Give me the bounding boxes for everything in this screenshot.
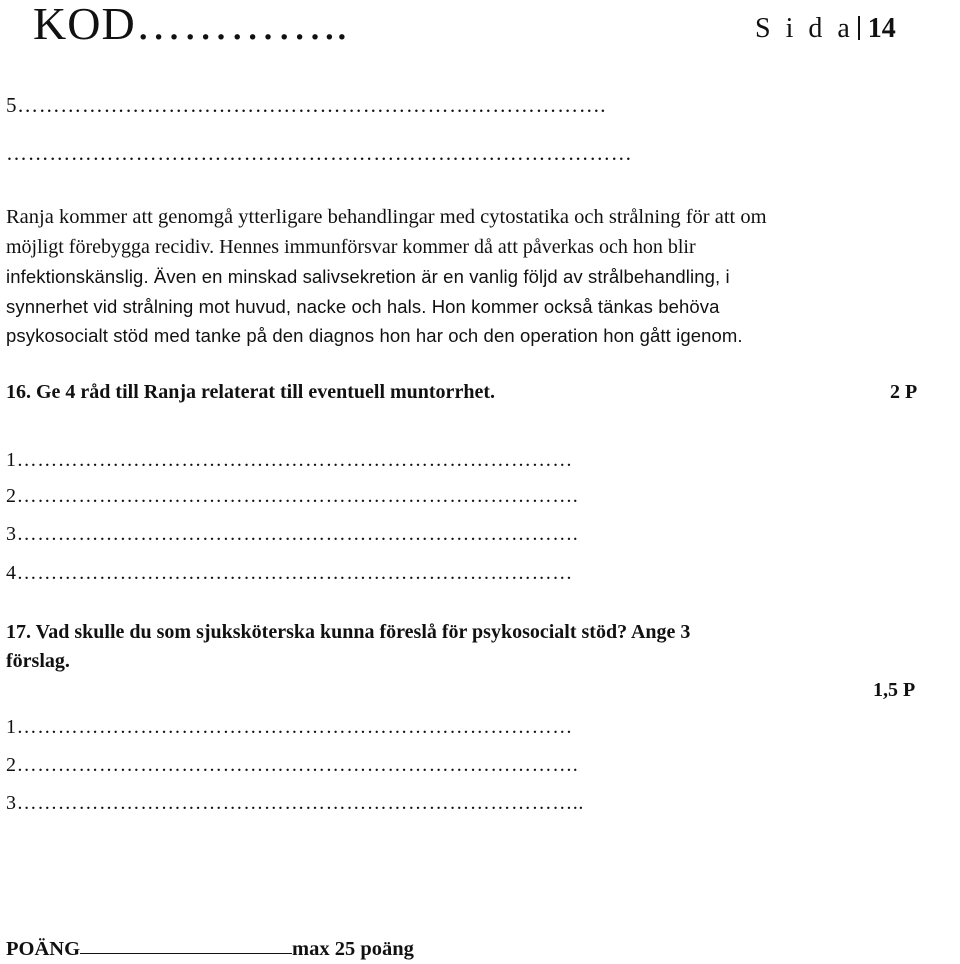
max-score-label: max 25 poäng [292,938,414,960]
q17-answer-line-2: 2………………………………………………………………………. [6,754,579,776]
q16-answer-line-2: 2………………………………………………………………………. [6,485,579,507]
q17-answer-line-1: 1……………………………………………………………………… [6,716,573,738]
case-paragraph [6,203,956,351]
question-17-points: 1,5 P [873,679,916,701]
page-label: S i d a [755,13,854,44]
q16-answer-line-1: 1……………………………………………………………………… [6,449,573,471]
q5-answer-line-1: 5………………………………………………………………………. [6,93,607,117]
score-blank[interactable] [80,937,292,954]
q5-answer-line-2: …………………………………………………………………………… [6,141,633,165]
code-label: KOD………….. [33,0,349,49]
paragraph-line-2: möjligt förebygga recidiv. Hennes immunförsvar kommer då att påverkas och hon blir [6,235,696,258]
paragraph-line-5: psykosocialt stöd med tanke på den diagnos hon har och den operation hon gått igenom. [6,325,743,346]
q17-answer-line-3: 3……………………………………………………………………….. [6,792,584,814]
question-16-text: 16. Ge 4 råd till Ranja relaterat till eventuell muntorrhet. [6,381,495,403]
paragraph-line-3: infektionskänslig. Även en minskad salivsekretion är en vanlig följd av strålbehandling, i [6,266,730,287]
question-16-points: 2 P [890,381,918,403]
question-17-text-line-1: 17. Vad skulle du som sjuksköterska kunna föreslå för psykosocialt stöd? Ange 3 [6,621,691,643]
page-indicator [755,12,896,46]
score-label: POÄNG [6,938,81,960]
page-divider [858,16,860,40]
page-number: 14 [867,13,896,44]
paragraph-line-4: synnerhet vid strålning mot huvud, nacke och hals. Hon kommer också tänkas behöva [6,295,720,317]
q16-answer-line-4: 4……………………………………………………………………… [6,562,573,584]
question-17-text-line-2: förslag. [6,650,70,672]
q16-answer-line-3: 3………………………………………………………………………. [6,523,579,545]
paragraph-line-1: Ranja kommer att genomgå ytterligare behandlingar med cytostatika och strålning för att om [6,206,767,228]
score-field [6,935,414,963]
